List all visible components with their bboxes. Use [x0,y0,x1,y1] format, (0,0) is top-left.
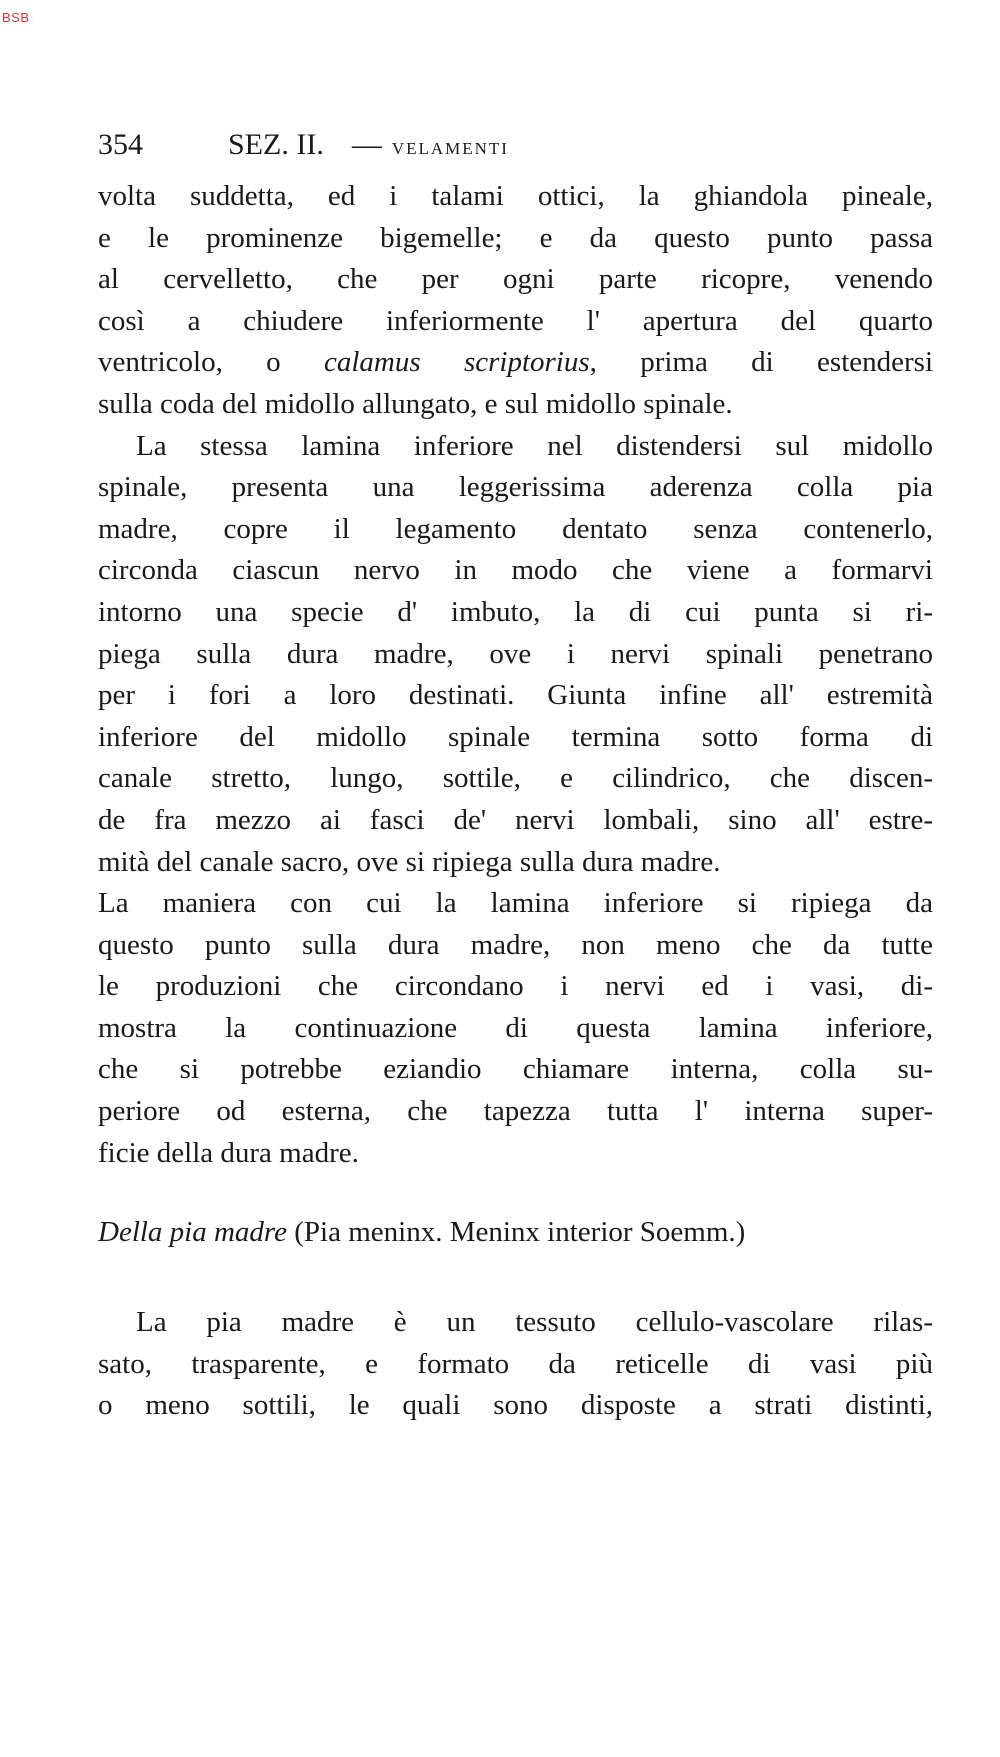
page-number: 354 [98,128,143,161]
library-watermark: BSB [2,10,30,25]
latin-term: calamus scriptorius [323,346,590,379]
paragraph-1 [98,176,933,426]
header-dash: — [351,128,382,161]
text-line: piega sulla dura madre, ove i nervi spinali penetrano [98,637,933,670]
section-label: SEZ. II. [228,128,324,161]
book-page [98,128,933,1427]
section-subheading [98,1210,933,1254]
text-line: sulla coda del midollo allungato, e sul midollo spinale. [98,387,733,420]
text-line: e le prominenze bigemelle; e da questo punto passa [98,221,933,254]
running-title: VELAMENTI [391,139,509,158]
text-line: o meno sottili, le quali sono disposte a strati distinti, [98,1389,933,1422]
text-line: volta suddetta, ed i talami ottici, la ghiandola pineale, [98,180,933,212]
text-line: questo punto sulla dura madre, non meno che da tutte [98,928,933,961]
text-line: La pia madre è un tessuto cellulo-vascolare rilas- [136,1306,933,1339]
text-line [98,342,933,384]
spacer [98,1174,933,1210]
text-line: La maniera con cui la lamina inferiore si ripiega da [98,887,933,920]
text-run: , prima di estendersi [589,346,934,379]
text-line: al cervelletto, che per ogni parte ricopre, venendo [98,263,933,296]
text-line: periore od esterna, che tapezza tutta l' interna super- [98,1095,933,1128]
text-line: inferiore del midollo spinale termina sotto forma di [98,720,933,753]
text-line: de fra mezzo ai fasci de' nervi lombali, sino all' estre- [98,803,933,836]
text-line: ficie della dura madre. [98,1136,359,1169]
running-header [98,128,933,176]
text-line: intorno una specie d' imbuto, la di cui punta si ri- [98,595,933,628]
text-line: sato, trasparente, e formato da reticelle di vasi più [98,1347,933,1380]
text-line: mostra la continuazione di questa lamina inferiore, [98,1011,933,1044]
spacer [98,1254,933,1302]
subheading-title: Della pia madre [98,1216,288,1249]
text-line: così a chiudere inferiormente l' apertura del quarto [98,304,933,337]
text-line: La stessa lamina inferiore nel distendersi sul midollo [136,429,933,462]
text-run: ventricolo, o [98,346,324,379]
text-line: per i fori a loro destinati. Giunta infine all' estremità [98,679,933,712]
text-line: canale stretto, lungo, sottile, e cilindrico, che discen- [98,762,933,795]
text-line: le produzioni che circondano i nervi ed i vasi, di- [98,970,933,1003]
paragraph-2 [98,426,933,884]
subheading-synonyms: (Pia meninx. Meninx interior Soemm.) [287,1216,746,1249]
paragraph-4 [98,1302,933,1427]
text-line: spinale, presenta una leggerissima aderenza colla pia [98,471,933,504]
text-line: madre, copre il legamento dentato senza contenerlo, [98,512,933,545]
text-line: mità del canale sacro, ove si ripiega sulla dura madre. [98,845,721,878]
text-line: circonda ciascun nervo in modo che viene a formarvi [98,554,933,587]
paragraph-3 [98,883,933,1174]
text-line: che si potrebbe eziandio chiamare interna, colla su- [98,1053,933,1086]
